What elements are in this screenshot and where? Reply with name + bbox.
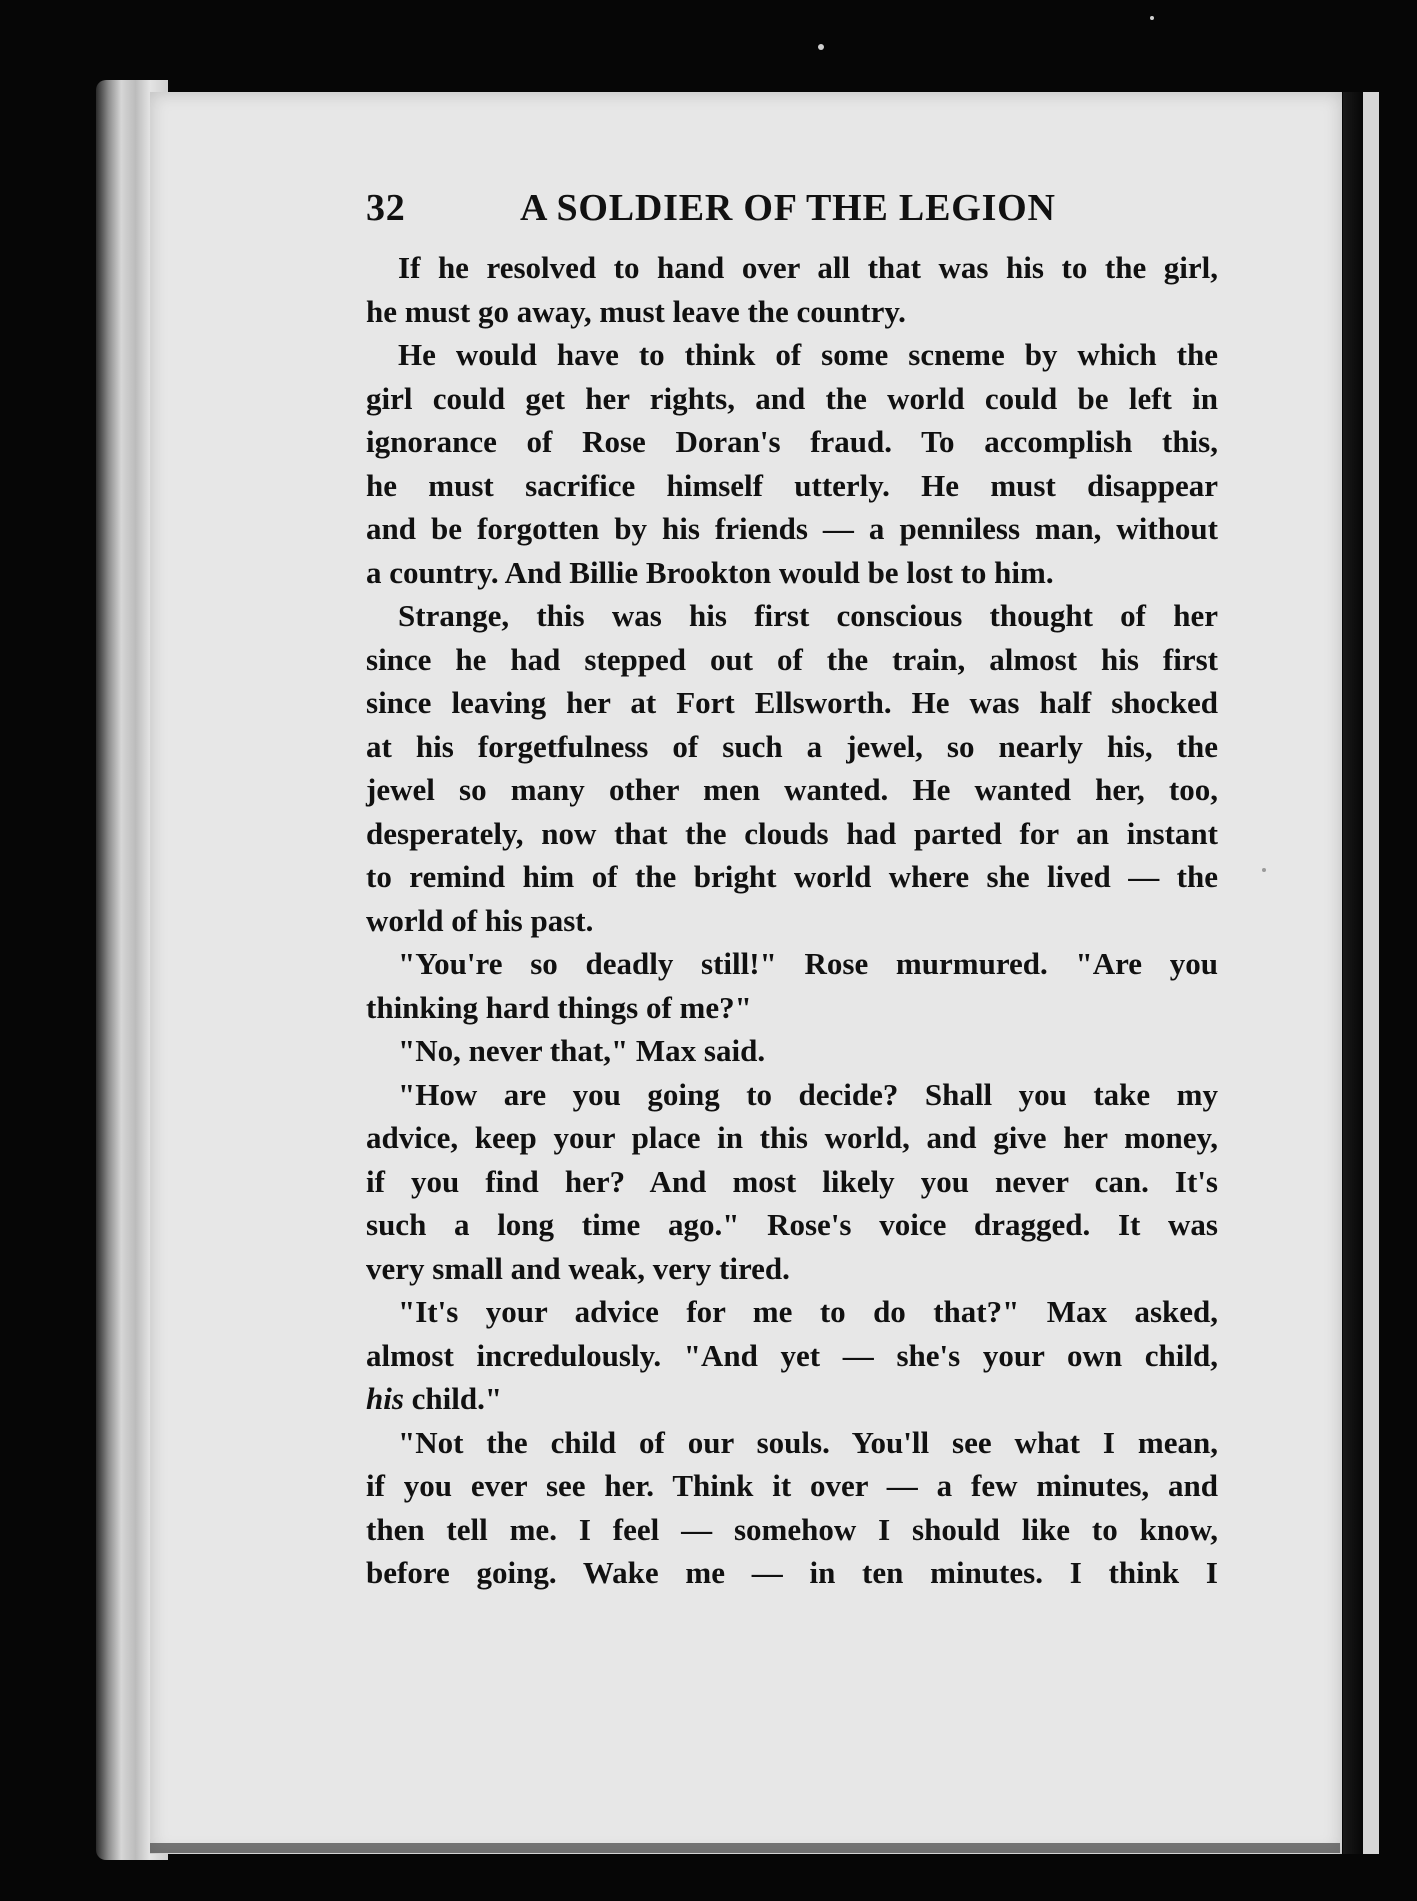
text-line: "No, never that," Max said. — [398, 1033, 766, 1068]
text-line: such a long time ago." Rose's voice dragged. It was — [366, 1207, 1218, 1242]
text-line: "Not the child of our souls. You'll see what I mean, — [398, 1424, 1218, 1460]
text-line: He would have to think of some scneme by which the — [398, 337, 1218, 372]
text-line: a country. And Billie Brookton would be lost to him. — [366, 554, 1054, 590]
text-line: advice, keep your place in this world, and give her money, — [366, 1120, 1218, 1155]
text-line: desperately, now that the clouds had parted for an instant — [366, 815, 1218, 851]
text-line: since he had stepped out of the train, almost his first — [366, 641, 1218, 677]
italic-word: his — [366, 1381, 404, 1416]
text-line: "You're so deadly still!" Rose murmured. "Are you — [398, 946, 1218, 981]
text-line: to remind him of the bright world where she lived — the — [366, 859, 1218, 894]
text-line: thinking hard things of me?" — [366, 989, 752, 1025]
scan-speck — [1262, 868, 1266, 872]
scan-speck — [1150, 16, 1154, 20]
line-remainder: child." — [403, 1381, 503, 1416]
text-line: at his forgetfulness of such a jewel, so nearly his, the — [366, 728, 1218, 764]
text-line: girl could get her rights, and the world could be left in — [366, 380, 1218, 416]
text-line: before going. Wake me — in ten minutes. I think I — [366, 1555, 1218, 1590]
page-bottom-shadow — [150, 1843, 1340, 1853]
text-line: ignorance of Rose Doran's fraud. To accomplish this, — [366, 424, 1218, 459]
text-line: since leaving her at Fort Ellsworth. He was half shocked — [366, 685, 1218, 720]
text-line: Strange, this was his first conscious thought of her — [398, 598, 1218, 633]
running-title: A SOLDIER OF THE LEGION — [520, 187, 1056, 229]
text-line: he must sacrifice himself utterly. He must disappear — [366, 467, 1218, 503]
text-line: "It's your advice for me to do that?" Max asked, — [398, 1294, 1218, 1329]
text-line: world of his past. — [366, 902, 594, 938]
text-line-italic-start — [366, 1377, 1218, 1421]
text-line: he must go away, must leave the country. — [366, 293, 906, 329]
page-right-gutter — [1343, 92, 1379, 1854]
text-line: very small and weak, very tired. — [366, 1250, 790, 1286]
text-line: if you find her? And most likely you never can. It's — [366, 1163, 1218, 1199]
text-line: then tell me. I feel — somehow I should like to know, — [366, 1511, 1218, 1547]
text-line: jewel so many other men wanted. He wanted her, too, — [366, 772, 1218, 807]
text-line: and be forgotten by his friends — a penniless man, without — [366, 511, 1218, 546]
text-line: almost incredulously. "And yet — she's your own child, — [366, 1337, 1218, 1373]
text-line: if you ever see her. Think it over — a few minutes, and — [366, 1468, 1218, 1503]
scan-speck — [818, 44, 824, 50]
page-number: 32 — [366, 187, 406, 229]
text-line: If he resolved to hand over all that was his to the girl, — [398, 250, 1218, 285]
text-line: "How are you going to decide? Shall you take my — [398, 1076, 1218, 1112]
page-header — [366, 186, 1216, 246]
book-text-block — [366, 246, 1218, 1606]
